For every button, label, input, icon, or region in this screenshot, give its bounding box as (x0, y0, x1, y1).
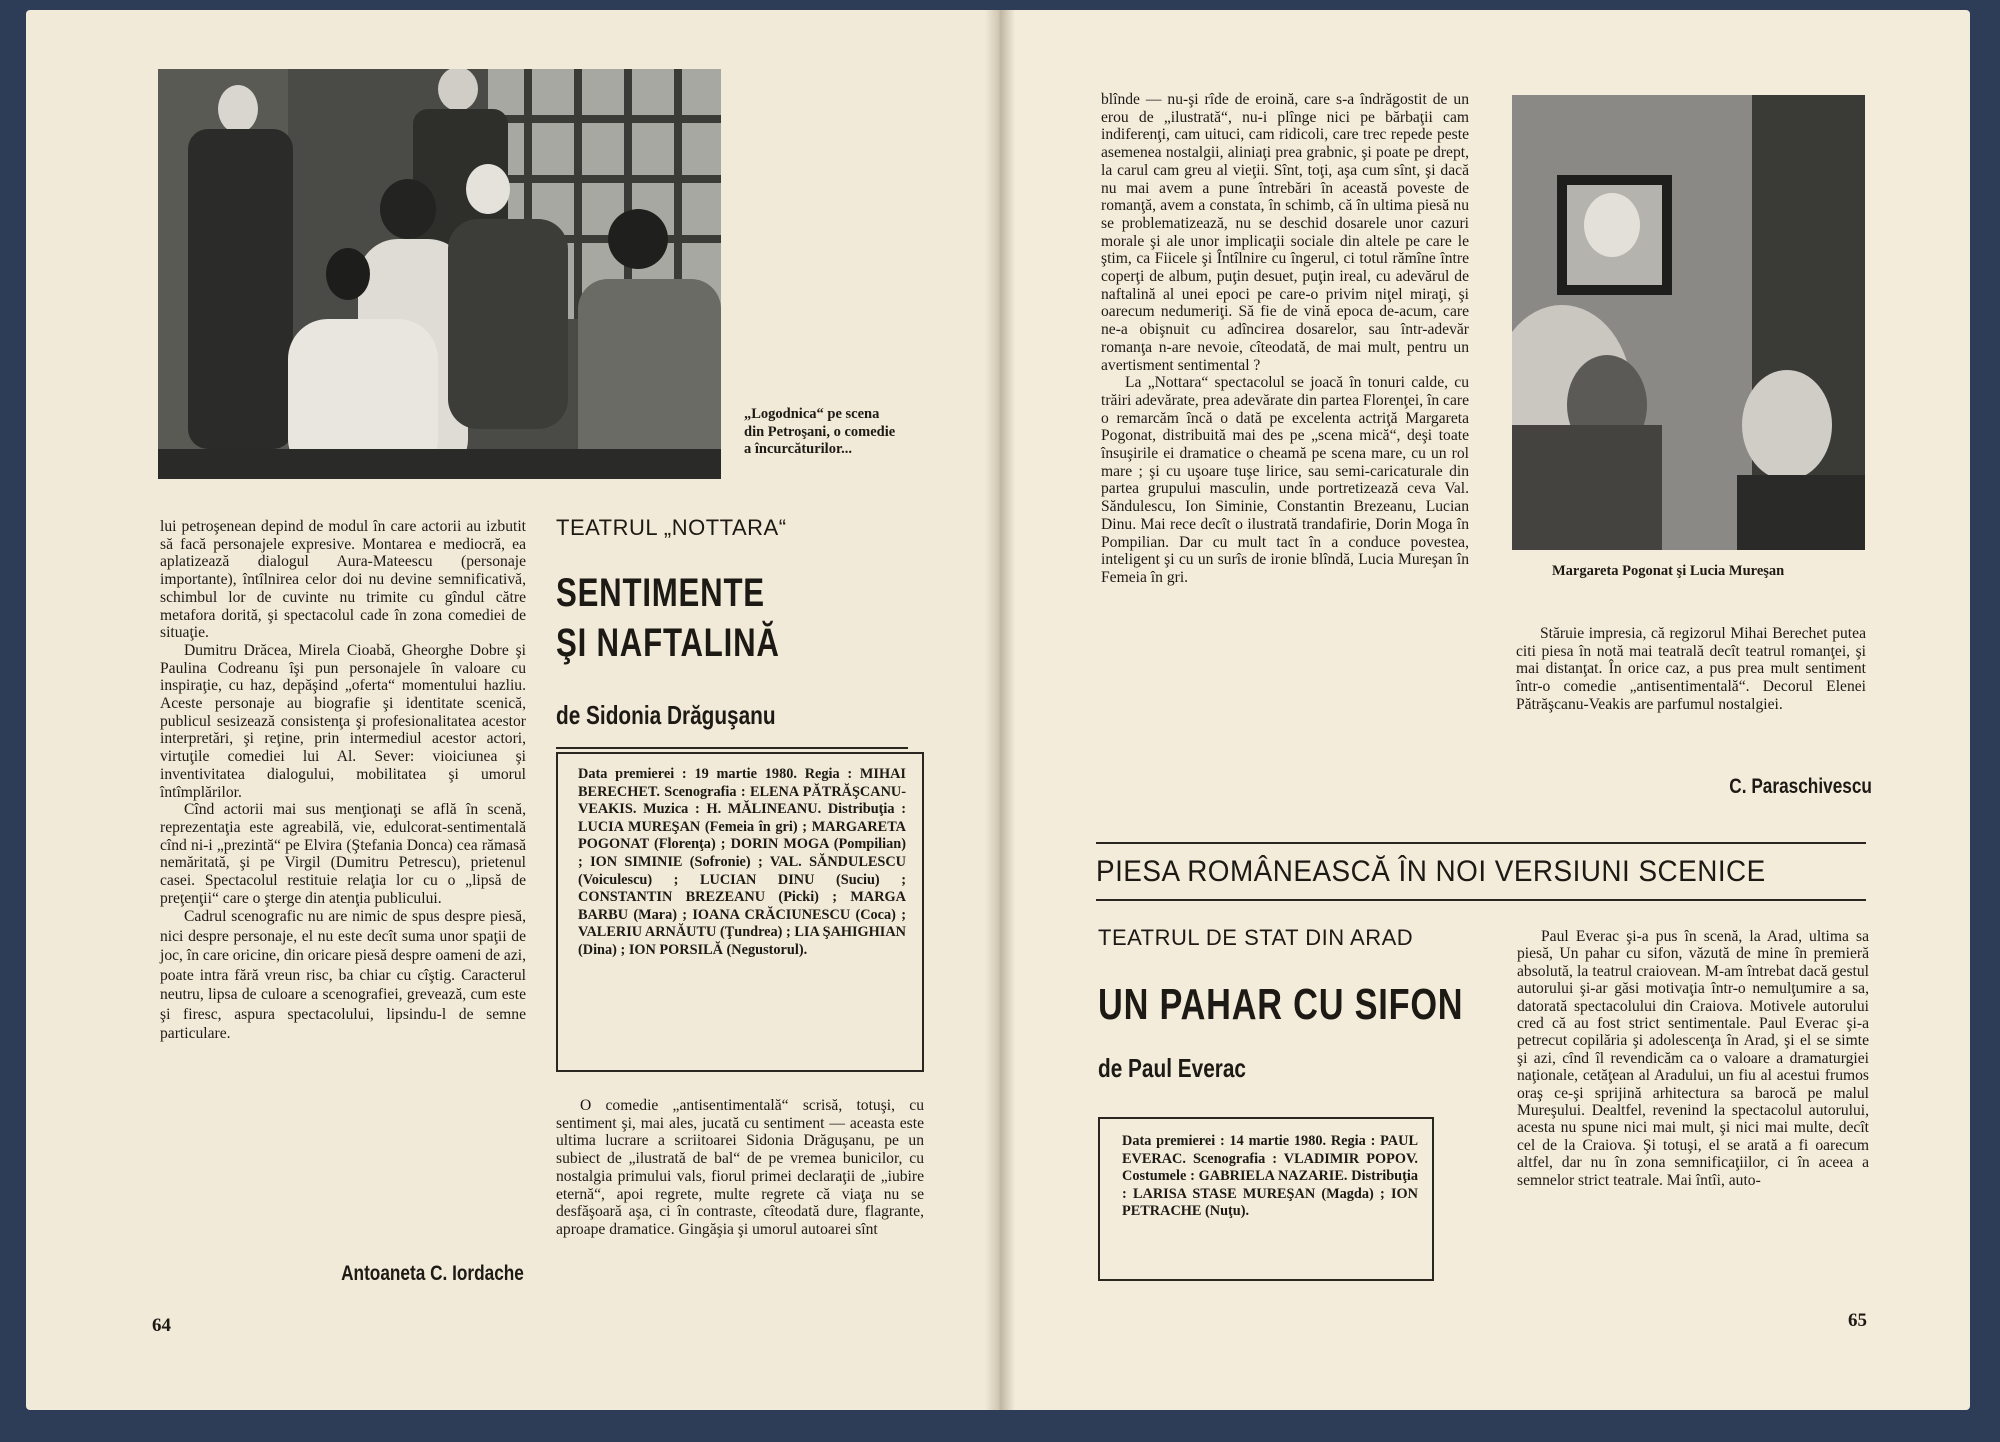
credits-box-sentimente: Data premierei : 19 martie 1980. Regia : MIHAI BERECHET. Scenografia : ELENA PĂTRĂŞCANU-VEAKIS. Muzica : H. MĂLINEANU. Distribuţia : LUCIA MUREŞAN (Femeia în gri) ; MARGARETA POGONAT (Florenţa) ; DORIN MOGA (Pompilian) ; ION SIMINIE (Sofronie) ; VAL. SĂNDULESCU (Voiculescu) ; LUCIAN DINU (Suciu) ; CONSTANTIN BREZEANU (Picki) ; MARGA BARBU (Mara) ; IOANA CRĂCIUNESCU (Coca) ; VALERIU ARNĂUTU (Ţundrea) ; LIA ŞAHIGHIAN (Dina) ; ION PORSILĂ (Negustorul). (556, 752, 924, 1072)
paragraph: Stăruie impresia, că regizorul Mihai Berechet putea citi piesa în notă mai teatrală decît teatrul romanţei, şi mai distanţat. În orice caz, a pus prea mult sentiment într-o comedie „antisentimentală“. Decorul Elenei Pătrăşcanu-Veakis are parfumul nostalgiei. (1516, 625, 1866, 713)
credits-box-un-pahar: Data premierei : 14 martie 1980. Regia : PAUL EVERAC. Scenografia : VLADIMIR POPOV. Costumele : GABRIELA NAZARIE. Distribuţia : LARISA STASE MUREŞAN (Magda) ; ION PETRACHE (Nuţu). (1098, 1117, 1434, 1281)
playwright-byline-everac: de Paul Everac (1098, 1053, 1246, 1083)
paragraph: Cadrul scenografic nu are nimic de spus despre piesă, nici despre personaje, el nu este decît suma unor spaţii de joc, în care oricine, din oricare piesă despre oameni de azi, poate intra fără vreun risc, ba chiar cu cîştig. Caracterul neutru, lipsa de culoare a scenografiei, grevează, cum este şi firesc, aspura spectacolului, lipsindu-l de semne particulare. (160, 908, 526, 1043)
photo-caption-logodnica: „Logodnica“ pe scena din Petroşani, o comedie a încurcăturilor... (744, 406, 896, 457)
left-review-column (556, 1097, 924, 1239)
theater-name-nottara: TEATRUL „NOTTARA“ (556, 515, 787, 540)
playwright-byline-draguşanu: de Sidonia Drăguşanu (556, 700, 776, 730)
play-title-sentimente (556, 568, 780, 668)
paragraph: O comedie „antisentimentală“ scrisă, totuşi, cu sentiment şi, mai ales, jucată cu sentiment — aceasta este ultima lucrare a scriitoarei Sidonia Drăguşanu, pe un subiect de „ilustrată de bal“ de pe vremea bunicilor, cu nostalgia primului vals, fiorul primei declaraţii de „iubire eternă“, apoi regrete, multe regrete că viaţa nu se desfăşoară aşa, ci în contraste, cîteodată dure, flagrante, aproape dramatice. Gingăşia şi umorul autoarei sînt (556, 1097, 924, 1238)
theater-name-arad: TEATRUL DE STAT DIN ARAD (1098, 925, 1414, 950)
section-rule-top (1096, 842, 1866, 844)
section-heading: PIESA ROMÂNEASCĂ ÎN NOI VERSIUNI SCENICE (1096, 855, 1766, 888)
page-number-left: 64 (152, 1315, 171, 1336)
book-spine (985, 10, 1015, 1410)
author-signature-paraschivescu: C. Paraschivescu (1729, 775, 1872, 798)
right-review-conclusion (1516, 625, 1866, 714)
play-title-un-pahar-cu-sifon: UN PAHAR CU SIFON (1098, 980, 1464, 1029)
paragraph: La „Nottara“ spectacolul se joacă în tonuri calde, cu trăiri adevărate, prea adevărate din partea Florenţei, în care o remarcăm încă o dată pe excelenta actriţă Margareta Pogonat, distribuită mai des pe „scena mică“, deşi toate însuşirile ei dramatice o cheamă pe scena mare, cu un rol mare ; şi cu uşoare tuşe lirice, sau semi-caricaturale din partea grupului masculin, unde portretizează ceva Val. Săndulescu, Ion Siminie, Constantin Brezeanu, Lucian Dinu. Mai rece decît o ilustrată trandafirie, Dorin Moga în Pompilian. Dar cu mult tact în a conduce povestea, inteligent şi cu un surîs de ironie blîndă, Lucia Mureşan în Femeia în gri. (1101, 374, 1469, 586)
paragraph: Paul Everac şi-a pus în scenă, la Arad, ultima sa piesă, Un pahar cu sifon, văzută de mine în premieră absolută, la teatrul craiovean. M-am întrebat dacă gestul autorului şi-ar găsi motivaţia într-o nemulţumire a sa, datorată spectacolului din Craiova. Motivele autorului cred că au fost strict sentimentale. Paul Everac şi-a petrecut copilăria şi adolescenţa în Arad, şi el se simte şi azi, cînd îl revendicăm ca o valoare a dramaturgiei naţionale, cetăţean al Aradului, un fiu al acestui frumos oraş ce-şi sprijină arhitectura sa barocă pe malul Mureşului. Dealtfel, revenind la spectacolul autorului, acesta nu spune nici mai mult, şi nici mai multe, decît cel de la Craiova. Şi totuşi, el se arată a fi oarecum altfel, dar nu în zona semnificaţiilor, ci în aceea a semnelor strict teatrale. Mai întîi, auto- (1517, 928, 1869, 1189)
stage-photo-pogonat-muresan (1512, 95, 1865, 550)
author-signature-iordache: Antoaneta C. Iordache (341, 1262, 524, 1285)
title-line-2: ŞI NAFTALINĂ (556, 621, 780, 665)
paragraph: blînde — nu-şi rîde de eroină, care s-a îndrăgostit de un erou de „ilustrată“, nu-i plînge nici pe bărbaţii cam indiferenţi, cam uituci, cam ridicoli, care trec repede peste asemenea nostalgii, aliniaţi prea grabnic, şi poate pe drept, la carul cam greu al vieţii. Sînt, toţi, aşa cum sînt, şi dacă nu mai avem a pune întrebări în această poveste de romanţă, avem a constata, în schimb, că în ultima piesă nu se problematizează, nu se deschid dosarele unor cazuri morale şi ale unor implicaţii sociale din altele pe care le ştim, ca Fiicele şi Întîlnire cu îngerul, ci totul rămîne între coperţi de album, puţin desuet, puţin ireal, cu adevărul de naftalină al unei epoci pe care-o privim niţel miraţi, şi oarecum nedumeriţi. Să fie de vină epoca de-acum, care ne-a obişnuit cu adîncirea dosarelor, sau într-adevăr romanţa n-are nevoie, cîteodată, de mai mult, pentru un avertisment sentimental ? (1101, 91, 1469, 374)
page-number-right: 65 (1848, 1310, 1867, 1331)
paragraph: lui petroşenean depind de modul în care actorii au izbutit să facă personajele expresive. Montarea e mediocră, ea aplatizează dialogul Aura-Mateescu (personaje importante), întîlnirea celor doi nu devine semnificativă, schimbul lor de cuvinte nu trimite cu gîndul către metafora dorită, şi spectacolul cade în zona comediei de situaţie. (160, 518, 526, 642)
stage-photo-logodnica (158, 69, 721, 479)
left-article-column (160, 518, 526, 1044)
paragraph: Dumitru Drăcea, Mirela Cioabă, Gheorghe Dobre şi Paulina Codreanu îşi pun personajele în valoare cu inspiraţie, cu haz, depăşind „oferta“ momentului hazliu. Aceste personaje au biografie şi identitate scenică, publicul sesizează consistenţa şi profesionalitatea acestor interpretări, şi reţine, prin intermediul acestor actori, virtuţile comediei lui Al. Sever: vioiciunea şi inventivitatea dialogului, mobilitatea şi umorul întîmplărilor. (160, 641, 526, 801)
title-line-1: SENTIMENTE (556, 571, 765, 615)
paragraph: Cînd actorii mai sus menţionaţi se află în scenă, reprezentaţia este agreabilă, vie, edulcorat-sentimentală cînd ni-i „prezintă“ pe Elvira (Ştefania Donca) cea rămasă nemăritată, şi pe Virgil (Dumitru Petrescu), prietenul casei. Spectacolul restituie relaţia lor cu o „lipsă de preţenţii“ care o şterge din atenţia publicului. (160, 801, 526, 907)
divider-rule (556, 747, 908, 749)
photo-caption-pogonat-muresan: Margareta Pogonat şi Lucia Mureşan (1552, 563, 1785, 579)
section-rule-bottom (1096, 899, 1866, 901)
right-review-column (1517, 928, 1869, 1189)
right-article-column (1101, 91, 1469, 587)
